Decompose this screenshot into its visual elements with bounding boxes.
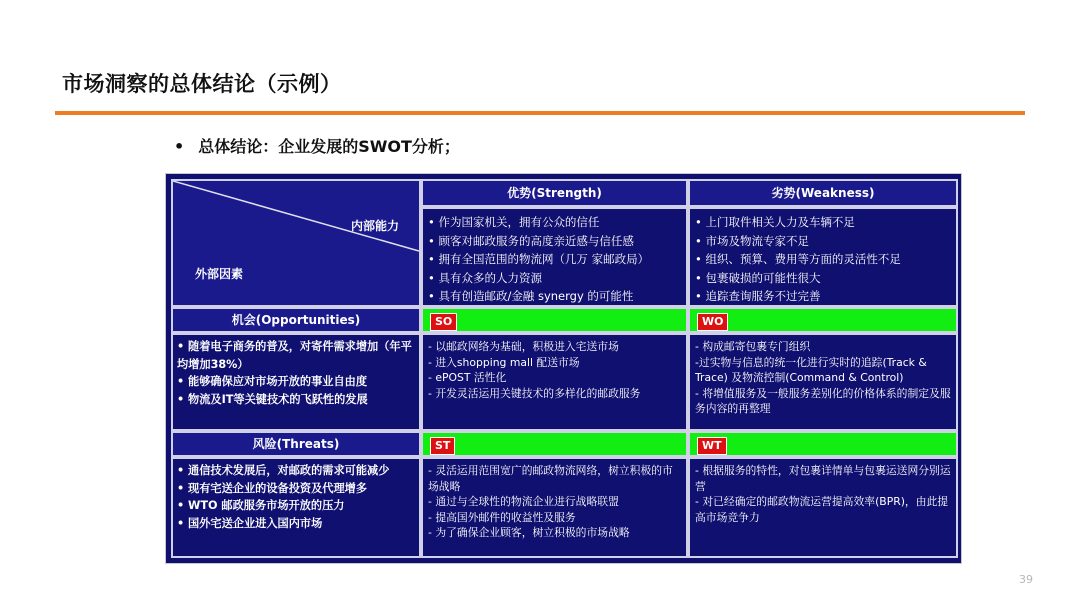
list-item: -过实物与信息的统一化进行实时的追踪(Track & Trace) 及物流控制(Command & Control) [695, 355, 927, 385]
list-item: - 提高国外邮件的收益性及服务 [428, 510, 576, 524]
wo-bar [688, 307, 958, 333]
opportunities-label: 机会(Opportunities) [171, 307, 421, 333]
threats-list [173, 459, 419, 535]
list-item: • 作为国家机关，拥有公众的信任 [428, 215, 600, 229]
weaknesses-cell [688, 207, 958, 307]
weakness-header: 劣势(Weakness) [688, 179, 958, 207]
list-item: - 根据服务的特性，对包裹详情单与包裹运送网分别运营 [695, 464, 951, 493]
list-item: - 为了确保企业顾客，树立积极的市场战略 [428, 526, 630, 540]
corner-internal-label: 内部能力 [350, 219, 399, 233]
list-item: - 进入shopping mall 配送市场 [428, 355, 580, 369]
list-item: • 上门取件相关人力及车辆不足 [695, 215, 855, 229]
st-list [423, 459, 686, 545]
opportunities-list [173, 335, 419, 411]
strengths-list [423, 209, 686, 307]
list-item: • 通信技术发展后，对邮政的需求可能减少 [177, 464, 390, 477]
list-item: - 构成邮寄包裹专门组织 [695, 340, 811, 353]
wo-list [690, 335, 956, 421]
list-item: - 开发灵活运用关键技术的多样化的邮政服务 [428, 386, 641, 400]
list-item: • 顾客对邮政服务的高度亲近感与信任感 [428, 233, 634, 248]
list-item: • 现有宅送企业的设备投资及代理增多 [177, 481, 368, 495]
corner-external-label: 外部因素 [195, 267, 244, 281]
opportunities-cell [171, 333, 421, 431]
page-number: 39 [1019, 573, 1033, 586]
wo-cell [688, 333, 958, 431]
wt-cell [688, 457, 958, 558]
list-item: • 市场及物流专家不足 [695, 233, 809, 248]
title-underline [55, 111, 1025, 115]
corner-cell [171, 179, 421, 307]
list-item: • 具有众多的人力资源 [428, 270, 542, 285]
bullet-line [174, 134, 460, 157]
list-item: • 国外宅送企业进入国内市场 [177, 516, 323, 530]
list-item: - 通过与全球性的物流企业进行战略联盟 [428, 495, 619, 509]
so-tag: SO [430, 313, 457, 331]
list-item: • 随着电子商务的普及，对寄件需求增加（年平均增加38%） [177, 340, 412, 371]
strength-header: 优势(Strength) [421, 179, 688, 207]
so-cell [421, 333, 688, 431]
corner-diagonal [173, 181, 421, 307]
swot-table [165, 173, 962, 564]
slide-title: 市场洞察的总体结论（示例） [62, 72, 342, 96]
bullet-dot: • [174, 137, 185, 156]
list-item: - 对已经确定的邮政物流运营提高效率(BPR)，由此提高市场竞争力 [695, 495, 949, 524]
list-item: • 物流及IT等关键技术的飞跃性的发展 [177, 392, 368, 406]
wt-bar [688, 431, 958, 457]
threats-cell [171, 457, 421, 558]
list-item: - 以邮政网络为基础，积极进入宅送市场 [428, 340, 619, 353]
threats-label: 风险(Threats) [171, 431, 421, 457]
list-item: • WTO 邮政服务市场开放的压力 [177, 499, 345, 512]
list-item: • 组织、预算、费用等方面的灵活性不足 [695, 252, 901, 267]
list-item: • 拥有全国范围的物流网（几万 家邮政局） [428, 252, 650, 267]
weaknesses-list [690, 209, 956, 307]
list-item: • 包裹破损的可能性很大 [695, 270, 821, 285]
list-item: • 具有创造邮政/金融 synergy 的可能性 [428, 289, 634, 304]
st-tag: ST [430, 437, 455, 455]
so-list [423, 335, 686, 405]
wt-list [690, 459, 956, 529]
strengths-cell [421, 207, 688, 307]
list-item: • 追踪查询服务不过完善 [695, 289, 821, 304]
list-item: • 能够确保应对市场开放的事业自由度 [177, 375, 368, 388]
wo-tag: WO [697, 313, 728, 331]
st-bar [421, 431, 688, 457]
so-bar [421, 307, 688, 333]
bullet-text: 总体结论：企业发展的SWOT分析； [198, 137, 460, 156]
wt-tag: WT [697, 437, 727, 455]
st-cell [421, 457, 688, 558]
list-item: - 灵活运用范围宽广的邮政物流网络，树立积极的市场战略 [428, 464, 673, 493]
list-item: - ePOST 活性化 [428, 371, 507, 385]
list-item: - 将增值服务及一般服务差别化的价格体系的制定及服务内容的再整理 [695, 386, 951, 416]
